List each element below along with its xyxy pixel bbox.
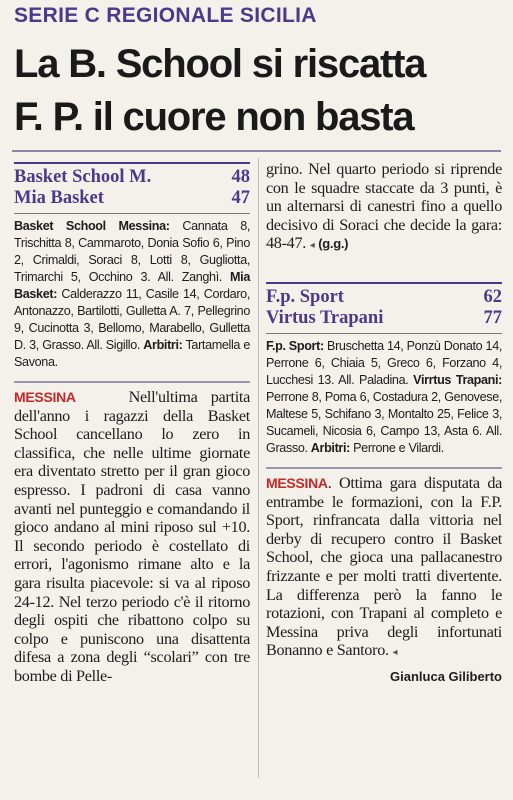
game2-referees-text: Perrone e Vilardi.	[349, 440, 444, 455]
game1-tabellino	[14, 218, 250, 371]
game2-away-score: 77	[483, 307, 502, 328]
game1-author: (g.g.)	[318, 236, 349, 252]
game2-referees-label: Arbitri:	[310, 440, 350, 455]
section-kicker: SERIE C REGIONALE SICILIA	[14, 4, 317, 27]
game2-tab-away-text: Perrone 8, Poma 6, Costadura 2, Genovese, Maltese 5, Schifano 3, Montalto 25, Felice 3, Sucameli, Nicosia 6, Campo 13, Asta 6. All. Grasso.	[266, 389, 502, 455]
game2-dateline: MESSINA	[266, 474, 328, 491]
game1-away-score: 47	[231, 188, 250, 208]
game2-story-text: . Ottima gara disputata da entrambe le formazioni, con la F.P. Sport, rinfrancata dalla vittoria nel derby di recupero contro il Basket School, che gioca una pallacanestro frizzante e per molti tratti divertente. La differenza però la fanno le rotazioni, con Trapani al completo e Messina priva degli infortunati Bonanno e Santoro.	[266, 473, 502, 660]
game2-tab-home-text: Bruschetta 14, Ponzù Donato 14, Perrone 6, Chiaia 5, Greco 6, Forzano 4, Lucchesi 13. All. Paladina.	[266, 338, 502, 387]
signature: Gianluca Giliberto	[390, 668, 502, 684]
game1-story-text: Nell'ultima partita dell'anno i ragazzi della Basket School cancellano lo zero in classifica, che nelle ultime giornate era diventato stretto per il gran gioco espresso. I padroni di casa vanno avanti nel punteggio e comandando il gioco andano al mini riposo sul +10. Il secondo periodo è costellato di errori, l'agonismo rimane alto e la gara risulta piacevole: si va al riposo 24-12. Nel terzo periodo c'è il ritorno degli ospiti che ribattono colpo su colpo e puniscono una disattenta difesa a zona degli “scolari” con tre bombe di Pelle-	[14, 388, 250, 685]
game2-scoreboard	[266, 282, 502, 334]
game1-home-row	[14, 167, 250, 188]
game2-home-row	[266, 287, 502, 308]
game2-away-team: Virtus Trapani	[266, 307, 384, 328]
game2-home-team: F.p. Sport	[266, 286, 344, 307]
game1-tab-away-text: Calderazzo 11, Casile 14, Cordaro, Antonazzo, Bartilotti, Gulletta A. 7, Pellegrino 9, Cucinotta 3, Bellomo, Marabello, Gulletta D. 3, Grasso. All. Sigillo.	[14, 287, 250, 352]
game1-dateline: MESSINA	[14, 389, 76, 405]
game2-tab-away-label: Virrtus Trapani:	[413, 372, 503, 387]
left-column	[14, 162, 250, 686]
game1-tab-away-label: Mia Basket:	[14, 270, 250, 301]
game2-tabellino	[266, 338, 502, 457]
game2-end-mark: ◂	[392, 647, 398, 659]
game2-away-row	[266, 308, 502, 329]
game1-end-mark: ◂	[309, 240, 315, 252]
game1-away-row	[14, 188, 250, 209]
game2-story	[266, 467, 502, 663]
game1-scoreboard	[14, 162, 250, 214]
headline-rule	[12, 150, 501, 152]
game1-home-score: 48	[231, 167, 250, 187]
game1-tab-home-label: Basket School Messina:	[14, 219, 170, 233]
game1-story	[14, 381, 250, 686]
headline-line-1: La B. School si riscatta	[14, 42, 426, 86]
game1-story-continued-text: grino. Nel quarto periodo si riprende con le squadre staccate da 3 punti, è un alternarsi di canestri fino a quello decisivo di Soraci che decide la gara: 48-47.	[266, 160, 502, 253]
game1-story-continued	[266, 160, 502, 256]
column-separator	[258, 158, 259, 778]
headline-line-2: F. P. il cuore non basta	[14, 95, 414, 139]
right-column	[266, 160, 502, 684]
game2-home-score: 62	[483, 286, 502, 307]
game1-away-team: Mia Basket	[14, 188, 104, 208]
game2-tab-home-label: F.p. Sport:	[266, 338, 324, 353]
game1-referees-text: Tartamella e Savona.	[14, 338, 250, 369]
game1-tab-home-text: Cannata 8, Trischitta 8, Cammaroto, Donia Sofio 6, Pino 2, Crimaldi, Soraci 8, Lotti 8, Gugliotta, Trimarchi 5, Occhino 3. All. Zanghì.	[14, 219, 250, 284]
game1-home-team: Basket School M.	[14, 167, 152, 187]
game1-referees-label: Arbitri:	[143, 338, 183, 352]
